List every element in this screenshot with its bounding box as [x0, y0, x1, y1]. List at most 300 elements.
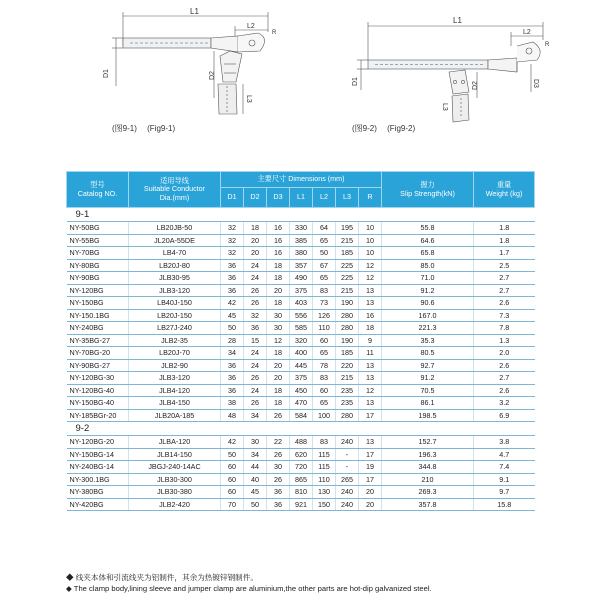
header-r: R [359, 188, 382, 208]
table-cell: 26 [244, 284, 267, 297]
table-cell: NY-90BG [67, 272, 129, 285]
table-cell: 17 [359, 448, 382, 461]
notes [66, 572, 432, 594]
table-cell: 28 [221, 334, 244, 347]
table-cell: 86.1 [382, 397, 474, 410]
table-cell: NY-120BG [67, 284, 129, 297]
table-cell: 30 [244, 436, 267, 449]
table-cell: NY-150BG-40 [67, 397, 129, 410]
table-row [67, 359, 535, 372]
table-cell: 126 [313, 309, 336, 322]
table-row [67, 247, 535, 260]
table-cell: JLB2-35 [129, 334, 221, 347]
table-cell: 50 [313, 247, 336, 260]
table-cell: 16 [267, 247, 290, 260]
table-cell: 195 [336, 222, 359, 235]
table-cell: 400 [290, 347, 313, 360]
table-cell: 16 [267, 234, 290, 247]
table-cell: 2.7 [474, 284, 535, 297]
table-cell: NY-150.1BG [67, 309, 129, 322]
figure-9-1-drawing [90, 6, 290, 131]
table-cell: 215 [336, 372, 359, 385]
table-cell: 12 [267, 334, 290, 347]
figure-9-2-caption [352, 123, 415, 134]
figure-9-2-drawing [345, 6, 555, 131]
table-cell: 152.7 [382, 436, 474, 449]
table-cell: 32 [244, 309, 267, 322]
table-cell: 85.0 [382, 259, 474, 272]
table-cell: 320 [290, 334, 313, 347]
table-cell: 3.8 [474, 436, 535, 449]
fig1-d2-label: D2 [209, 71, 216, 80]
table-cell: 64.6 [382, 234, 474, 247]
fig2-caption-en: (Fig9-2) [387, 124, 416, 133]
group-row [67, 422, 535, 436]
table-cell: NY-420BG [67, 498, 129, 511]
fig1-l3-label: L3 [245, 95, 252, 103]
table-cell: NY-120BG-40 [67, 384, 129, 397]
table-cell: 488 [290, 436, 313, 449]
table-cell: JLB4-120 [129, 384, 221, 397]
table-cell: 2.7 [474, 372, 535, 385]
table-cell: NY-380BG [67, 486, 129, 499]
table-cell: 403 [290, 297, 313, 310]
table-cell: 24 [244, 347, 267, 360]
table-cell: 36 [244, 322, 267, 335]
table-cell: 2.0 [474, 347, 535, 360]
table-cell: 4.7 [474, 448, 535, 461]
table-cell: 50 [244, 498, 267, 511]
table-cell: 110 [313, 322, 336, 335]
table-cell: 269.3 [382, 486, 474, 499]
table-cell: 18 [359, 322, 382, 335]
table-cell: 18 [267, 384, 290, 397]
table-cell: 13 [359, 397, 382, 410]
table-cell: 10 [359, 222, 382, 235]
table-cell: 16 [267, 222, 290, 235]
table-cell: JLB30-300 [129, 473, 221, 486]
table-cell: 83 [313, 436, 336, 449]
table-cell: 18 [244, 222, 267, 235]
table-cell: JL20A-55DE [129, 234, 221, 247]
table-cell: 110 [313, 473, 336, 486]
table-cell: 18 [267, 297, 290, 310]
table-cell: JLB2-90 [129, 359, 221, 372]
table-cell: 45 [244, 486, 267, 499]
fig1-d1-label: D1 [103, 69, 110, 78]
table-cell: 357 [290, 259, 313, 272]
fig2-d2-label: D2 [472, 81, 479, 90]
fig1-l2-label: L2 [247, 23, 255, 30]
table-cell: 92.7 [382, 359, 474, 372]
table-cell: 210 [382, 473, 474, 486]
table-cell: JLB30-380 [129, 486, 221, 499]
table-cell: 720 [290, 461, 313, 474]
table-row [67, 322, 535, 335]
table-cell: 450 [290, 384, 313, 397]
table-cell: 15 [244, 334, 267, 347]
header-l3: L3 [336, 188, 359, 208]
table-row [67, 409, 535, 422]
table-cell: 17 [359, 473, 382, 486]
table-cell: 12 [359, 384, 382, 397]
table-cell: 445 [290, 359, 313, 372]
table-cell: 18 [267, 272, 290, 285]
table-cell: 280 [336, 322, 359, 335]
header-l1: L1 [290, 188, 313, 208]
table-cell: LB4-70 [129, 247, 221, 260]
table-cell: 240 [336, 498, 359, 511]
table-cell: 584 [290, 409, 313, 422]
table-cell: 60 [221, 486, 244, 499]
table-cell: 50 [221, 322, 244, 335]
table-cell: 235 [336, 397, 359, 410]
table-cell: 115 [313, 448, 336, 461]
note-cn: ◆ 线夹本体和引流线夹为铝制件，其余为热镀锌钢制件。 [66, 573, 258, 582]
table-cell: 19 [359, 461, 382, 474]
table-row [67, 347, 535, 360]
header-l2: L2 [313, 188, 336, 208]
table-cell: JBGJ-240-14AC [129, 461, 221, 474]
table-cell: 12 [359, 272, 382, 285]
table-cell: 64 [313, 222, 336, 235]
table-cell: 65 [313, 272, 336, 285]
fig2-l1-label: L1 [453, 16, 462, 25]
table-cell: 7.3 [474, 309, 535, 322]
table-cell: 91.2 [382, 284, 474, 297]
table-cell: 150 [313, 498, 336, 511]
header-weight: 重量 Weight (kg) [474, 172, 535, 208]
table-cell: 215 [336, 234, 359, 247]
table-cell: 375 [290, 284, 313, 297]
table-cell: LB27J-240 [129, 322, 221, 335]
table-cell: 865 [290, 473, 313, 486]
table-cell: 42 [221, 436, 244, 449]
table-cell: 20 [267, 284, 290, 297]
table-cell: 2.6 [474, 359, 535, 372]
table-cell: 16 [359, 309, 382, 322]
table-cell: 470 [290, 397, 313, 410]
table-cell: 83 [313, 372, 336, 385]
table-cell: 235 [336, 384, 359, 397]
table-row [67, 284, 535, 297]
table-cell: 36 [221, 259, 244, 272]
table-cell: 190 [336, 334, 359, 347]
table-cell: 13 [359, 372, 382, 385]
fig2-l3-label: L3 [441, 103, 448, 111]
table-cell: 6.9 [474, 409, 535, 422]
table-cell: 30 [267, 461, 290, 474]
table-cell: 34 [244, 448, 267, 461]
table-cell: 185 [336, 247, 359, 260]
table-cell: 34 [221, 347, 244, 360]
table-cell: 73 [313, 297, 336, 310]
table-cell: 7.4 [474, 461, 535, 474]
table-cell: 60 [313, 334, 336, 347]
table-cell: 65 [313, 397, 336, 410]
table-cell: NY-120BG-20 [67, 436, 129, 449]
table-cell: 83 [313, 284, 336, 297]
table-cell: 13 [359, 436, 382, 449]
table-row [67, 486, 535, 499]
group-label: 9-1 [67, 208, 535, 222]
table-row [67, 397, 535, 410]
table-cell: JLB14-150 [129, 448, 221, 461]
table-cell: 18 [267, 347, 290, 360]
table-cell: NY-300.1BG [67, 473, 129, 486]
table-cell: 221.3 [382, 322, 474, 335]
table-row [67, 372, 535, 385]
table-cell: 26 [267, 409, 290, 422]
table-cell: 32 [221, 222, 244, 235]
table-row [67, 272, 535, 285]
table-cell: 20 [267, 372, 290, 385]
spec-table [66, 171, 535, 511]
table-cell: 556 [290, 309, 313, 322]
table-cell: 22 [267, 436, 290, 449]
table-cell: 65 [313, 234, 336, 247]
table-cell: 620 [290, 448, 313, 461]
table-cell: 18 [267, 397, 290, 410]
table-cell: 265 [336, 473, 359, 486]
table-cell: 130 [313, 486, 336, 499]
fig1-r-label: R [272, 30, 277, 36]
table-cell: - [336, 461, 359, 474]
table-cell: JLB2-420 [129, 498, 221, 511]
table-cell: 78 [313, 359, 336, 372]
table-cell: 344.8 [382, 461, 474, 474]
table-cell: 26 [244, 297, 267, 310]
table-cell: 48 [221, 409, 244, 422]
table-cell: 7.8 [474, 322, 535, 335]
header-d3: D3 [267, 188, 290, 208]
table-cell: NY-80BG [67, 259, 129, 272]
table-cell: 71.0 [382, 272, 474, 285]
table-cell: 115 [313, 461, 336, 474]
fig1-caption-cn: (图9-1) [112, 124, 137, 133]
table-cell: 167.0 [382, 309, 474, 322]
table-cell: 32 [221, 234, 244, 247]
figure-9-1 [90, 6, 290, 131]
table-cell: 12 [359, 259, 382, 272]
table-cell: 225 [336, 272, 359, 285]
table-cell: 36 [221, 384, 244, 397]
table-cell: - [336, 448, 359, 461]
table-cell: 9.7 [474, 486, 535, 499]
table-cell: 2.6 [474, 384, 535, 397]
fig1-l1-label: L1 [190, 7, 199, 16]
fig2-l2-label: L2 [523, 29, 531, 36]
table-cell: 196.3 [382, 448, 474, 461]
table-cell: 65 [313, 347, 336, 360]
table-cell: 2.6 [474, 297, 535, 310]
table-cell: JLB4-150 [129, 397, 221, 410]
table-cell: 38 [221, 397, 244, 410]
table-cell: JLB30-95 [129, 272, 221, 285]
table-cell: 185 [336, 347, 359, 360]
table-cell: 490 [290, 272, 313, 285]
table-cell: 36 [221, 272, 244, 285]
table-cell: LB20J-80 [129, 259, 221, 272]
table-cell: 20 [244, 234, 267, 247]
table-row [67, 448, 535, 461]
table-cell: 921 [290, 498, 313, 511]
header-d2: D2 [244, 188, 267, 208]
table-cell: 24 [244, 359, 267, 372]
table-cell: 2.7 [474, 272, 535, 285]
table-cell: 2.5 [474, 259, 535, 272]
table-cell: NY-150BG-14 [67, 448, 129, 461]
table-cell: 20 [359, 498, 382, 511]
table-cell: 280 [336, 409, 359, 422]
group-row [67, 208, 535, 222]
table-cell: NY-240BG [67, 322, 129, 335]
table-cell: 36 [267, 486, 290, 499]
table-cell: 26 [244, 397, 267, 410]
table-row [67, 334, 535, 347]
table-cell: NY-35BG-27 [67, 334, 129, 347]
table-cell: 215 [336, 284, 359, 297]
table-cell: 1.8 [474, 222, 535, 235]
table-cell: 3.2 [474, 397, 535, 410]
table-cell: JLBA-120 [129, 436, 221, 449]
table-cell: NY-70BG [67, 247, 129, 260]
table-cell: 9 [359, 334, 382, 347]
figure-9-1-caption [112, 123, 175, 134]
table-cell: 225 [336, 259, 359, 272]
table-cell: JLB20A-185 [129, 409, 221, 422]
group-label: 9-2 [67, 422, 535, 436]
table-cell: 375 [290, 372, 313, 385]
table-cell: 13 [359, 359, 382, 372]
table-cell: 1.3 [474, 334, 535, 347]
table-cell: 24 [244, 259, 267, 272]
table-cell: 280 [336, 309, 359, 322]
header-dimensions: 主要尺寸 Dimensions (mm) [221, 172, 382, 188]
table-cell: 330 [290, 222, 313, 235]
table-cell: 20 [267, 359, 290, 372]
table-cell: 13 [359, 284, 382, 297]
table-cell: 1.7 [474, 247, 535, 260]
table-cell: 24 [244, 272, 267, 285]
header-d1: D1 [221, 188, 244, 208]
table-cell: 11 [359, 347, 382, 360]
table-row [67, 384, 535, 397]
table-row [67, 222, 535, 235]
table-cell: NY-70BG-20 [67, 347, 129, 360]
table-cell: 198.5 [382, 409, 474, 422]
table-row [67, 473, 535, 486]
table-cell: 26 [244, 372, 267, 385]
table-cell: 10 [359, 247, 382, 260]
table-cell: NY-55BG [67, 234, 129, 247]
table-cell: 65.8 [382, 247, 474, 260]
table-cell: 36 [221, 284, 244, 297]
table-cell: JLB3-120 [129, 284, 221, 297]
table-cell: 67 [313, 259, 336, 272]
table-cell: 1.8 [474, 234, 535, 247]
table-cell: 20 [359, 486, 382, 499]
table-cell: 70 [221, 498, 244, 511]
table-cell: 36 [267, 498, 290, 511]
table-cell: 810 [290, 486, 313, 499]
table-cell: 30 [267, 309, 290, 322]
table-cell: 70.5 [382, 384, 474, 397]
spec-table-body [67, 208, 535, 511]
header-model: 型号 Catalog NO. [67, 172, 129, 208]
table-row [67, 234, 535, 247]
table-cell: 240 [336, 486, 359, 499]
table-row [67, 436, 535, 449]
header-conductor: 适用导线 Suitable Conductor Dia.(mm) [129, 172, 221, 208]
fig2-d1-label: D1 [352, 77, 359, 86]
table-cell: 30 [267, 322, 290, 335]
table-cell: 36 [221, 359, 244, 372]
table-cell: LB20J-150 [129, 309, 221, 322]
table-cell: 190 [336, 297, 359, 310]
table-cell: 9.1 [474, 473, 535, 486]
table-cell: 26 [267, 473, 290, 486]
figure-9-2 [345, 6, 555, 131]
table-cell: 55.8 [382, 222, 474, 235]
table-cell: 35.3 [382, 334, 474, 347]
table-cell: 220 [336, 359, 359, 372]
table-cell: 13 [359, 297, 382, 310]
table-row [67, 259, 535, 272]
table-cell: 26 [267, 448, 290, 461]
table-cell: NY-90BG-27 [67, 359, 129, 372]
table-cell: 20 [244, 247, 267, 260]
table-row [67, 309, 535, 322]
table-cell: NY-120BG-30 [67, 372, 129, 385]
note-en: ◆ The clamp body,lining sleeve and jumper clamp are aluminium,the other parts are hot-dip galvanized steel. [66, 584, 432, 593]
table-cell: 60 [313, 384, 336, 397]
table-cell: 100 [313, 409, 336, 422]
table-cell: LB20JB-50 [129, 222, 221, 235]
table-cell: 80.5 [382, 347, 474, 360]
table-cell: JLB3-120 [129, 372, 221, 385]
table-cell: 357.8 [382, 498, 474, 511]
table-cell: 385 [290, 234, 313, 247]
table-cell: 44 [244, 461, 267, 474]
table-cell: 40 [244, 473, 267, 486]
table-cell: 42 [221, 297, 244, 310]
table-cell: 380 [290, 247, 313, 260]
table-cell: 91.2 [382, 372, 474, 385]
table-cell: 50 [221, 448, 244, 461]
fig1-caption-en: (Fig9-1) [147, 124, 176, 133]
table-cell: 17 [359, 409, 382, 422]
table-cell: 45 [221, 309, 244, 322]
fig2-r-label: R [545, 42, 550, 48]
table-cell: 32 [221, 247, 244, 260]
table-cell: 60 [221, 473, 244, 486]
fig2-d3-label: D3 [532, 79, 539, 88]
table-cell: 240 [336, 436, 359, 449]
table-row [67, 498, 535, 511]
table-cell: 585 [290, 322, 313, 335]
table-cell: NY-185BGr-20 [67, 409, 129, 422]
table-cell: 10 [359, 234, 382, 247]
table-cell: 90.6 [382, 297, 474, 310]
table-cell: 60 [221, 461, 244, 474]
table-cell: 15.8 [474, 498, 535, 511]
table-cell: LB40J-150 [129, 297, 221, 310]
header-slip-strength: 握力 Slip Strength(kN) [382, 172, 474, 208]
table-cell: NY-150BG [67, 297, 129, 310]
table-row [67, 297, 535, 310]
table-cell: NY-240BG-14 [67, 461, 129, 474]
